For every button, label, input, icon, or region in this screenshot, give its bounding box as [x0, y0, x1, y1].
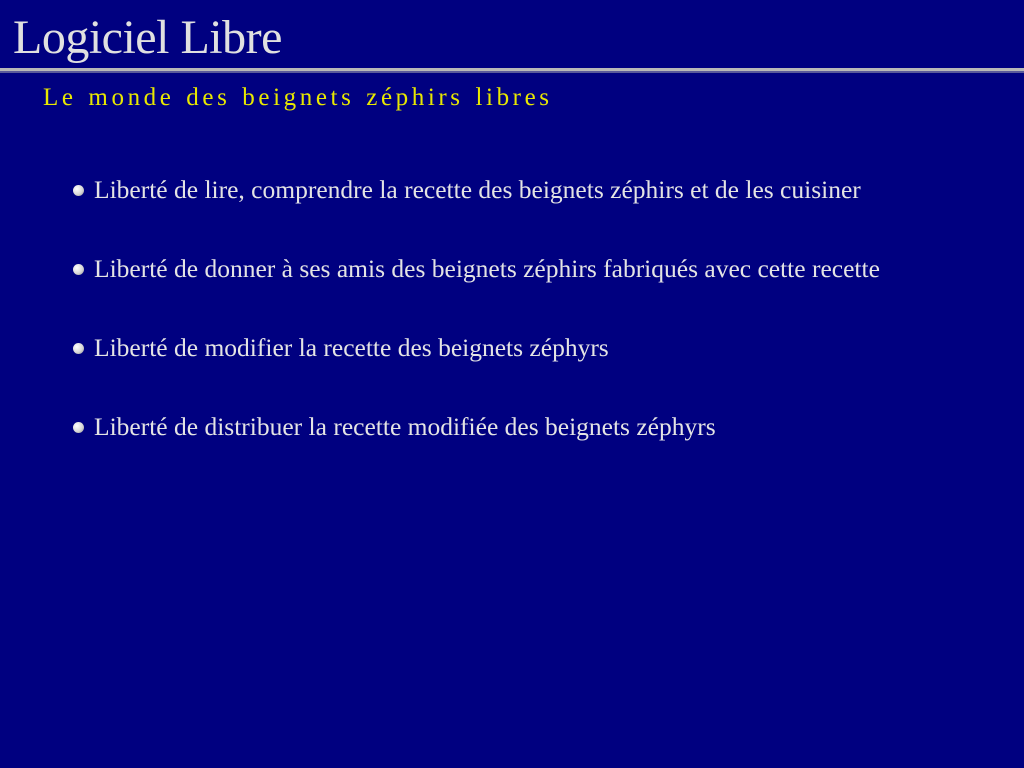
- title-divider: [0, 68, 1024, 73]
- disc-bullet-icon: [73, 264, 84, 275]
- bullet-text: Liberté de distribuer la recette modifiée des beignets zéphyrs: [94, 412, 716, 441]
- bullet-text: Liberté de lire, comprendre la recette des beignets zéphirs et de les cuisiner: [94, 175, 861, 204]
- disc-bullet-icon: [73, 343, 84, 354]
- bullet-item: [70, 247, 970, 291]
- bullet-item: [70, 405, 970, 449]
- bullet-text: Liberté de modifier la recette des beignets zéphyrs: [94, 333, 609, 362]
- disc-bullet-icon: [73, 422, 84, 433]
- disc-bullet-icon: [73, 185, 84, 196]
- slide-title: Logiciel Libre: [13, 11, 282, 64]
- bullet-text: Liberté de donner à ses amis des beignets zéphirs fabriqués avec cette recette: [94, 254, 880, 283]
- slide-subtitle: Le monde des beignets zéphirs libres: [43, 84, 553, 111]
- bullet-list: [70, 168, 970, 484]
- bullet-item: [70, 168, 970, 212]
- bullet-item: [70, 326, 970, 370]
